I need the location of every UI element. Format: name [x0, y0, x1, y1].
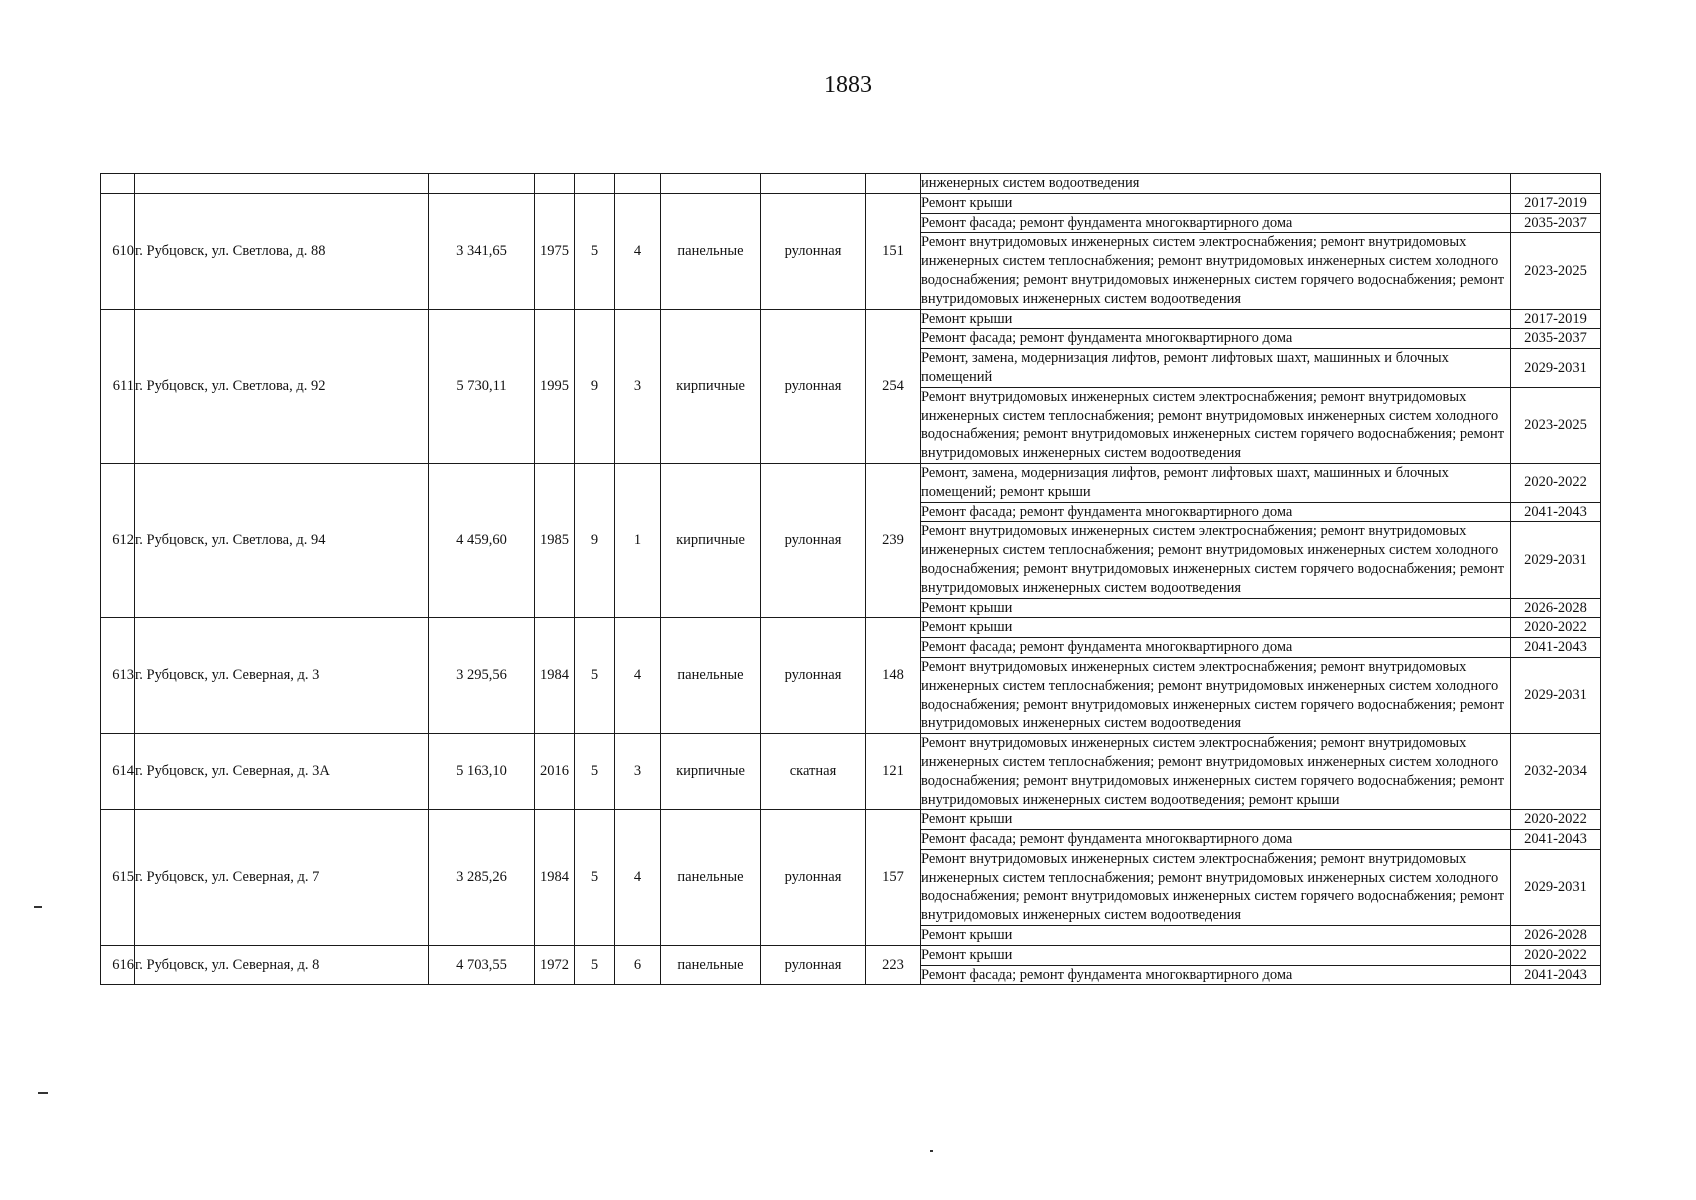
work-cell: Ремонт крыши [921, 926, 1511, 946]
total-area-cell: 5 163,10 [429, 734, 535, 810]
entrances-count-cell: 4 [615, 810, 661, 946]
years-cell: 2020-2022 [1511, 618, 1601, 638]
roof-type-cell: рулонная [761, 463, 866, 617]
wall-material-cell: панельные [661, 810, 761, 946]
total-area-cell: 5 730,11 [429, 309, 535, 463]
total-area-cell: 4 459,60 [429, 463, 535, 617]
wall-material-cell: панельные [661, 945, 761, 985]
work-cell: Ремонт фасада; ремонт фундамента многоквартирного дома [921, 502, 1511, 522]
work-cell: Ремонт крыши [921, 193, 1511, 213]
years-cell: 2020-2022 [1511, 463, 1601, 502]
roof-type-cell: рулонная [761, 309, 866, 463]
years-cell: 2017-2019 [1511, 309, 1601, 329]
entrances-count-cell: 3 [615, 309, 661, 463]
table-row [101, 193, 1601, 213]
years-cell: 2020-2022 [1511, 810, 1601, 830]
years-cell: 2035-2037 [1511, 213, 1601, 233]
roof-type-cell: рулонная [761, 193, 866, 309]
work-cell: Ремонт внутридомовых инженерных систем электроснабжения; ремонт внутридомовых инженерных систем теплоснабжения; ремонт внутридомовых инженерных систем холодного водоснабжения; ремонт внутридомовых инженерных систем горячего водоснабжения; ремонт внутридомовых инженерных систем водоотведения [921, 522, 1511, 598]
years-cell: 2029-2031 [1511, 849, 1601, 925]
commission-year-cell: 1972 [535, 945, 575, 985]
years-cell: 2041-2043 [1511, 965, 1601, 985]
residents-count-cell: 223 [866, 945, 921, 985]
object-number-cell: 612 [101, 463, 135, 617]
object-number-cell: 611 [101, 309, 135, 463]
floors-count-cell: 5 [575, 810, 615, 946]
roof-type-cell: скатная [761, 734, 866, 810]
wall-material-cell: панельные [661, 618, 761, 734]
wall-material-cell: кирпичные [661, 309, 761, 463]
years-cell [1511, 174, 1601, 194]
floors-count-cell: 5 [575, 618, 615, 734]
address-cell: г. Рубцовск, ул. Северная, д. 7 [135, 810, 429, 946]
work-cell: Ремонт внутридомовых инженерных систем электроснабжения; ремонт внутридомовых инженерных систем теплоснабжения; ремонт внутридомовых инженерных систем холодного водоснабжения; ремонт внутридомовых инженерных систем горячего водоснабжения; ремонт внутридомовых инженерных систем водоотведения [921, 233, 1511, 309]
work-cell: Ремонт внутридомовых инженерных систем электроснабжения; ремонт внутридомовых инженерных систем теплоснабжения; ремонт внутридомовых инженерных систем холодного водоснабжения; ремонт внутридомовых инженерных систем горячего водоснабжения; ремонт внутридомовых инженерных систем водоотведения [921, 657, 1511, 733]
years-cell: 2029-2031 [1511, 657, 1601, 733]
years-cell: 2026-2028 [1511, 926, 1601, 946]
total-area-cell: 3 341,65 [429, 193, 535, 309]
work-cell: Ремонт внутридомовых инженерных систем электроснабжения; ремонт внутридомовых инженерных систем теплоснабжения; ремонт внутридомовых инженерных систем холодного водоснабжения; ремонт внутридомовых инженерных систем горячего водоснабжения; ремонт внутридомовых инженерных систем водоотведения; ремонт крыши [921, 734, 1511, 810]
work-cell: Ремонт крыши [921, 598, 1511, 618]
continuation-row [101, 174, 1601, 194]
work-cell: Ремонт фасада; ремонт фундамента многоквартирного дома [921, 830, 1511, 850]
repair-plan-table [100, 173, 1601, 985]
commission-year-cell: 1984 [535, 618, 575, 734]
residents-count-cell: 239 [866, 463, 921, 617]
scan-mark [38, 1092, 48, 1094]
address-cell: г. Рубцовск, ул. Северная, д. 8 [135, 945, 429, 985]
residents-count-cell: 121 [866, 734, 921, 810]
commission-year-cell: 1985 [535, 463, 575, 617]
floors-count-cell: 9 [575, 309, 615, 463]
years-cell: 2041-2043 [1511, 638, 1601, 658]
object-number-cell: 610 [101, 193, 135, 309]
object-number-cell: 613 [101, 618, 135, 734]
work-cell: Ремонт крыши [921, 618, 1511, 638]
work-cell: Ремонт, замена, модернизация лифтов, ремонт лифтовых шахт, машинных и блочных помещений [921, 349, 1511, 388]
scan-mark [34, 906, 42, 908]
total-area-cell: 4 703,55 [429, 945, 535, 985]
years-cell: 2029-2031 [1511, 349, 1601, 388]
years-cell: 2020-2022 [1511, 945, 1601, 965]
entrances-count-cell: 4 [615, 618, 661, 734]
entrances-count-cell: 4 [615, 193, 661, 309]
work-cell: Ремонт фасада; ремонт фундамента многоквартирного дома [921, 965, 1511, 985]
floors-count-cell: 5 [575, 945, 615, 985]
commission-year-cell: 1975 [535, 193, 575, 309]
total-area-cell: 3 295,56 [429, 618, 535, 734]
floors-count-cell: 5 [575, 734, 615, 810]
work-cell: Ремонт фасада; ремонт фундамента многоквартирного дома [921, 329, 1511, 349]
work-cell: Ремонт внутридомовых инженерных систем электроснабжения; ремонт внутридомовых инженерных систем теплоснабжения; ремонт внутридомовых инженерных систем холодного водоснабжения; ремонт внутридомовых инженерных систем горячего водоснабжения; ремонт внутридомовых инженерных систем водоотведения [921, 387, 1511, 463]
table-row [101, 463, 1601, 502]
work-cell: Ремонт крыши [921, 309, 1511, 329]
roof-type-cell: рулонная [761, 945, 866, 985]
years-cell: 2023-2025 [1511, 233, 1601, 309]
object-number-cell: 616 [101, 945, 135, 985]
address-cell: г. Рубцовск, ул. Северная, д. 3А [135, 734, 429, 810]
address-cell: г. Рубцовск, ул. Северная, д. 3 [135, 618, 429, 734]
commission-year-cell: 1995 [535, 309, 575, 463]
commission-year-cell: 2016 [535, 734, 575, 810]
work-cell: Ремонт фасада; ремонт фундамента многоквартирного дома [921, 638, 1511, 658]
object-number-cell: 615 [101, 810, 135, 946]
entrances-count-cell: 6 [615, 945, 661, 985]
residents-count-cell: 148 [866, 618, 921, 734]
commission-year-cell: 1984 [535, 810, 575, 946]
table-row [101, 945, 1601, 965]
years-cell: 2023-2025 [1511, 387, 1601, 463]
address-cell: г. Рубцовск, ул. Светлова, д. 88 [135, 193, 429, 309]
total-area-cell: 3 285,26 [429, 810, 535, 946]
work-cell: Ремонт крыши [921, 810, 1511, 830]
years-cell: 2041-2043 [1511, 830, 1601, 850]
page-number: 1883 [824, 72, 872, 98]
scan-mark [930, 1150, 933, 1152]
entrances-count-cell: 1 [615, 463, 661, 617]
work-cell: инженерных систем водоотведения [921, 174, 1511, 194]
wall-material-cell: кирпичные [661, 463, 761, 617]
years-cell: 2032-2034 [1511, 734, 1601, 810]
residents-count-cell: 254 [866, 309, 921, 463]
years-cell: 2041-2043 [1511, 502, 1601, 522]
object-number-cell: 614 [101, 734, 135, 810]
years-cell: 2017-2019 [1511, 193, 1601, 213]
roof-type-cell: рулонная [761, 618, 866, 734]
roof-type-cell: рулонная [761, 810, 866, 946]
wall-material-cell: кирпичные [661, 734, 761, 810]
years-cell: 2035-2037 [1511, 329, 1601, 349]
years-cell: 2029-2031 [1511, 522, 1601, 598]
table-row [101, 810, 1601, 830]
work-cell: Ремонт внутридомовых инженерных систем электроснабжения; ремонт внутридомовых инженерных систем теплоснабжения; ремонт внутридомовых инженерных систем холодного водоснабжения; ремонт внутридомовых инженерных систем горячего водоснабжения; ремонт внутридомовых инженерных систем водоотведения [921, 849, 1511, 925]
address-cell: г. Рубцовск, ул. Светлова, д. 94 [135, 463, 429, 617]
residents-count-cell: 151 [866, 193, 921, 309]
table-row [101, 618, 1601, 638]
work-cell: Ремонт, замена, модернизация лифтов, ремонт лифтовых шахт, машинных и блочных помещений; ремонт крыши [921, 463, 1511, 502]
wall-material-cell: панельные [661, 193, 761, 309]
residents-count-cell: 157 [866, 810, 921, 946]
work-cell: Ремонт крыши [921, 945, 1511, 965]
floors-count-cell: 9 [575, 463, 615, 617]
years-cell: 2026-2028 [1511, 598, 1601, 618]
table-row [101, 734, 1601, 810]
table-row [101, 309, 1601, 329]
entrances-count-cell: 3 [615, 734, 661, 810]
work-cell: Ремонт фасада; ремонт фундамента многоквартирного дома [921, 213, 1511, 233]
address-cell: г. Рубцовск, ул. Светлова, д. 92 [135, 309, 429, 463]
floors-count-cell: 5 [575, 193, 615, 309]
